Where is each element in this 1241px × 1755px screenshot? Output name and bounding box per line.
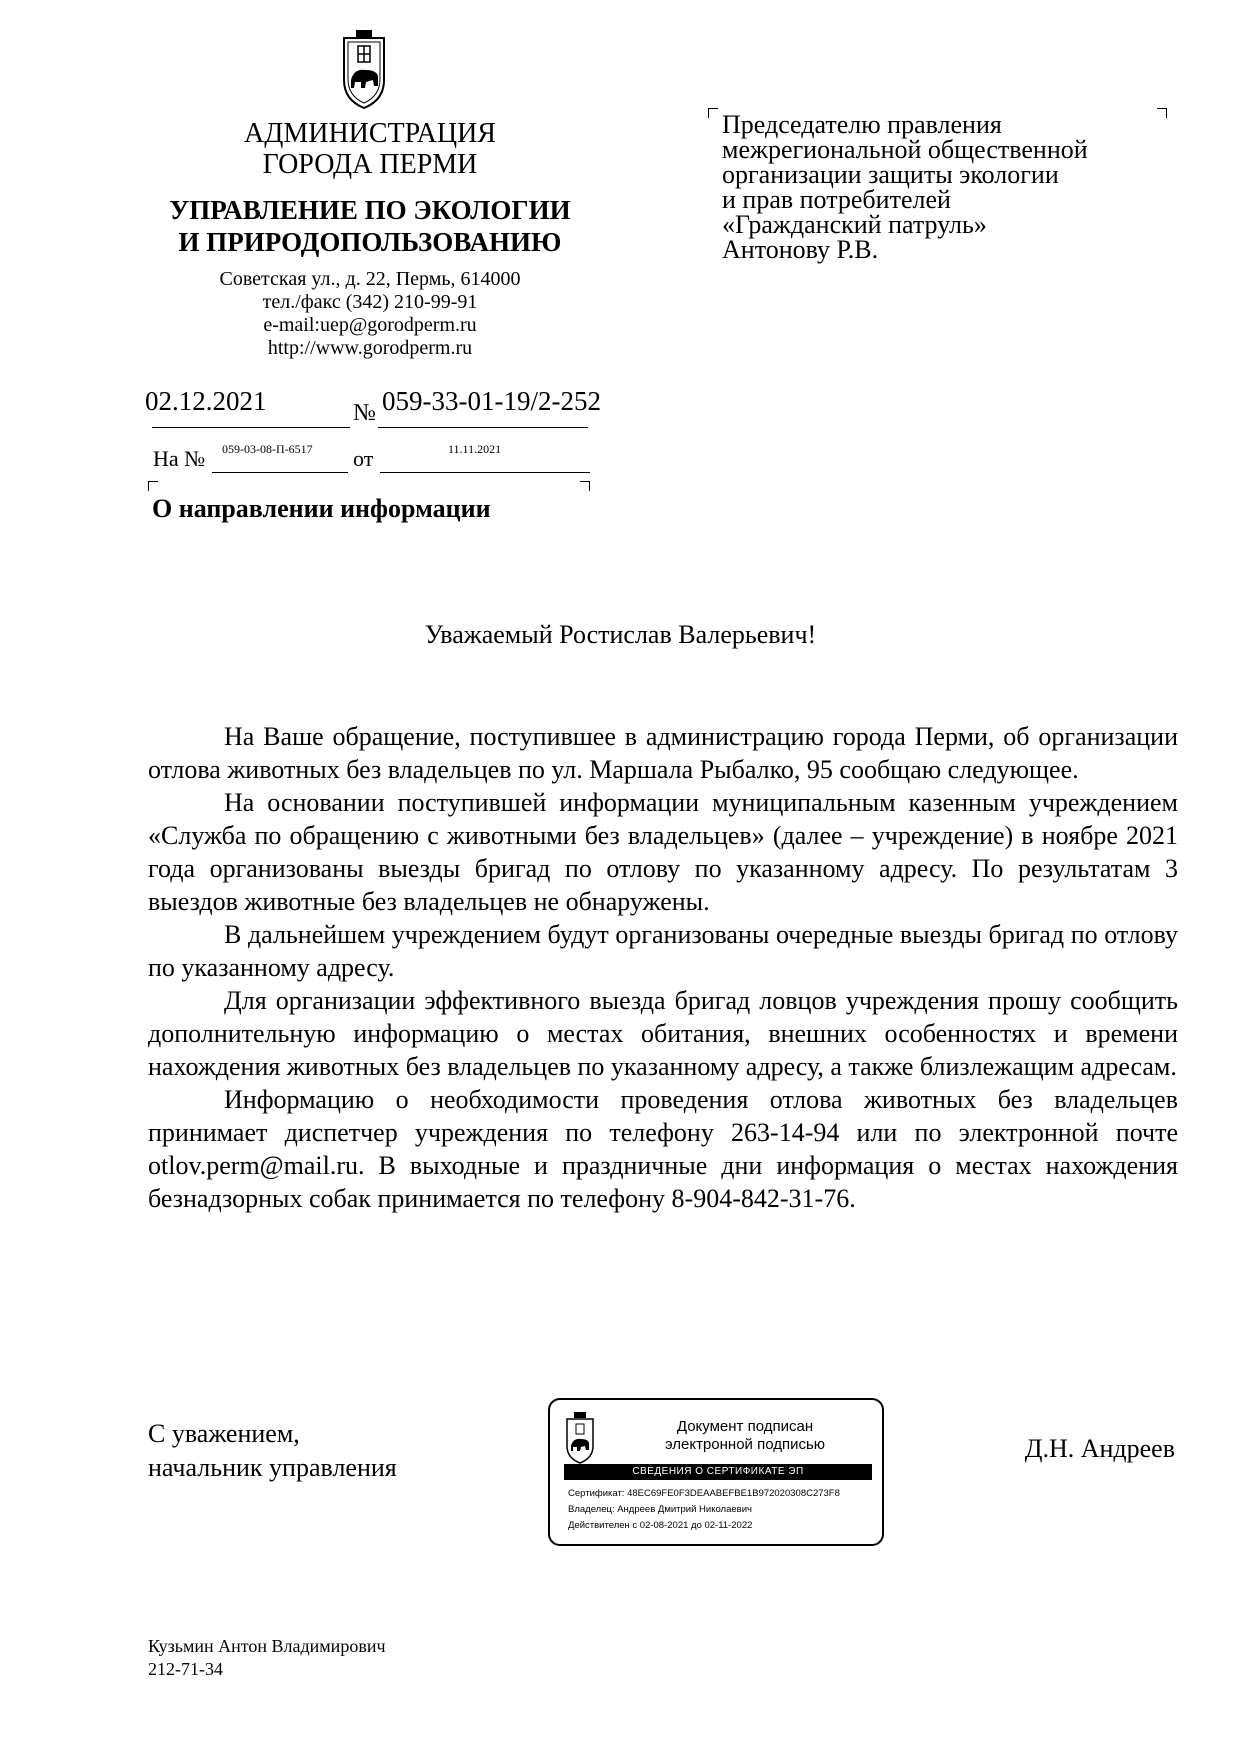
reply-label: На № [153, 446, 206, 471]
addressee-line: организации защиты экологии [722, 160, 1059, 189]
certificate-validity: Действителен с 02-08-2021 до 02-11-2022 [568, 1520, 753, 1531]
address-text: Советская ул., д. 22, Пермь, 614000 [219, 268, 521, 290]
body-paragraph: Для организации эффективного выезда бригад ловцов учреждения прошу сообщить дополнительную информацию о местах обитания, внешних особенностях и времени нахождения животных без владельцев по указанному адресу, а также близлежащим адресам. [148, 986, 1178, 1081]
executor-block [148, 1635, 386, 1681]
closing-line-2: начальник управления [148, 1453, 397, 1482]
stamp-title-line-1: Документ подписан [676, 1418, 814, 1435]
perm-coat-of-arms-emblem [338, 28, 390, 110]
phone-text: тел./факс (342) 210-99-91 [262, 291, 478, 313]
dept-line-2: И ПРИРОДОПОЛЬЗОВАНИЮ [178, 227, 562, 257]
addressee-line: и прав потребителей [722, 185, 951, 214]
admin-line-1: АДМИНИСТРАЦИЯ [244, 118, 496, 149]
signer-name: Д.Н. Андреев [1024, 1434, 1175, 1463]
department-name [140, 194, 600, 258]
body-paragraph: Информацию о необходимости проведения отлова животных без владельцев принимает диспетчер учреждения по телефону 263-14-94 или по электронной почте otlov.perm@mail.ru. В выходные и праздничные дни информация о местах нахождения безнадзорных собак принимается по телефону 8-904-842-31-76. [148, 1085, 1178, 1213]
website-text: http://www.gorodperm.ru [267, 337, 473, 359]
letter-date: 02.12.2021 [145, 386, 267, 416]
organization-name [170, 118, 570, 180]
addressee-line: Председателю правления [722, 110, 1002, 139]
addressee-line: межрегиональной общественной [722, 135, 1088, 164]
reply-from-label: от [353, 446, 374, 471]
letter-subject: О направлении информации [152, 494, 491, 523]
body-paragraph: В дальнейшем учреждением будут организованы очередные выезды бригад по отлову по указанному адресу. [148, 920, 1178, 982]
electronic-signature-stamp [548, 1398, 884, 1546]
letter-body [148, 720, 1178, 1215]
dept-line-1: УПРАВЛЕНИЕ ПО ЭКОЛОГИИ [169, 195, 571, 225]
closing-line-1: С уважением, [148, 1419, 300, 1448]
coat-of-arms-icon [564, 1412, 596, 1464]
number-label: № [353, 400, 376, 426]
certificate-owner: Владелец: Андреев Дмитрий Николаевич [568, 1504, 752, 1515]
addressee-line: «Гражданский патруль» [722, 210, 987, 239]
greeting: Уважаемый Ростислав Валерьевич! [424, 620, 817, 649]
reply-date: 11.11.2021 [448, 442, 502, 456]
body-paragraph: На основании поступившей информации муниципальным казенным учреждением «Служба по обращению с животными без владельцев» (далее – учреждение) в ноябре 2021 года организованы выезды бригад по отлову по указанному адресу. По результатам 3 выездов животные без владельцев не обнаружены. [148, 788, 1178, 916]
department-contacts [170, 268, 570, 360]
body-paragraph: На Ваше обращение, поступившее в администрацию города Перми, об организации отлова животных без владельцев по ул. Маршала Рыбалко, 95 сообщаю следующее. [148, 722, 1178, 784]
admin-line-2: ГОРОДА ПЕРМИ [262, 149, 478, 180]
stamp-certificate-info [568, 1486, 884, 1534]
addressee-block [722, 112, 1142, 262]
executor-phone: 212-71-34 [148, 1659, 223, 1679]
stamp-certificate-header: СВЕДЕНИЯ О СЕРТИФИКАТЕ ЭП [564, 1464, 872, 1480]
email-text: e-mail:uep@gorodperm.ru [263, 314, 477, 336]
executor-name: Кузьмин Антон Владимирович [148, 1636, 386, 1656]
reply-number: 059-03-08-П-6517 [222, 442, 313, 456]
closing-block [148, 1417, 397, 1485]
addressee-line: Антонову Р.В. [722, 235, 879, 264]
stamp-title [610, 1418, 880, 1454]
letter-number: 059-33-01-19/2-252 [382, 386, 601, 416]
certificate-number: Сертификат: 48EC69FE0F3DEAABEFBE1B972020308C273F8 [568, 1488, 840, 1499]
stamp-title-line-2: электронной подписью [664, 1436, 826, 1453]
